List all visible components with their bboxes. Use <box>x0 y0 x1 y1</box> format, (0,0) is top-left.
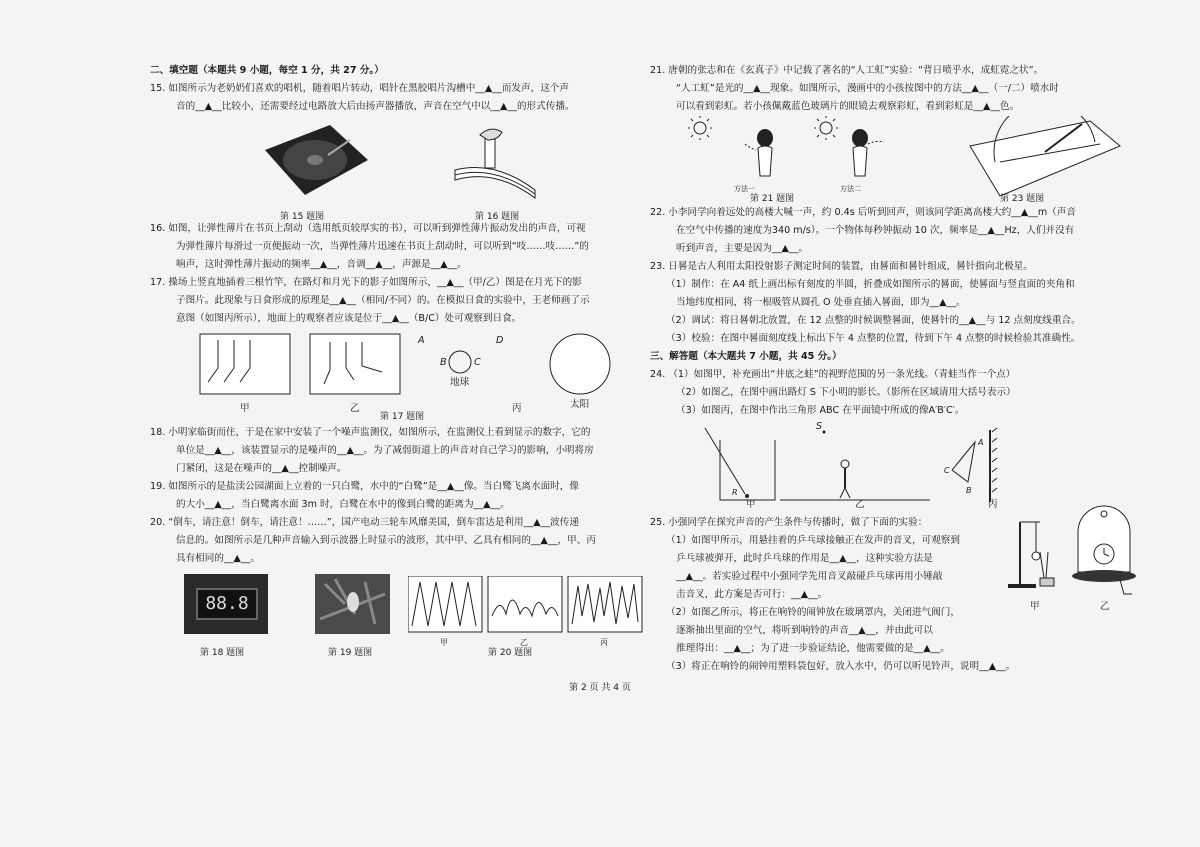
fig24-label-bing: 丙 <box>988 499 998 510</box>
noise-display-digits: 88.8 <box>196 588 258 620</box>
q20-line1: 20. “倒车，请注意！倒车，请注意！……”，国产电动三轮车风靡美国，倒车雷达是利用__▲__波传递 <box>150 517 579 528</box>
oscilloscope-waves-figure <box>408 576 644 636</box>
fig17-label-bing: 丙 <box>512 403 522 414</box>
q25-line1: 25. 小强同学在探究声音的产生条件与传播时，做了下面的实验： <box>650 517 928 528</box>
q19-line1: 19. 如图所示的是盐渎公园湖面上立着的一只白鹭，水中的“白鹭”是__▲__像。当白鹭飞离水面时，像 <box>150 481 579 492</box>
fig17-label-yi: 乙 <box>350 403 360 414</box>
q22-line1: 22. 小李同学向着远处的高楼大喊一声，约 0.4s 后听到回声，则该同学距离高楼大约__▲__m（声音 <box>650 207 1076 218</box>
fig24-label-jia: 甲 <box>746 499 756 510</box>
fig24-label-S: S <box>816 421 823 432</box>
fig17-label-A: A <box>418 335 425 346</box>
q25-line2: （1）如图甲所示，用悬挂着的乒乓球接触正在发声的音叉，可观察到 <box>666 535 960 546</box>
q16-line3: 响声，这时弹性薄片振动的频率__▲__，音调__▲__，声源是__▲__。 <box>176 259 467 270</box>
q20-line2: 信息的。如图所示是几种声音输入到示波器上时显示的波形，其中甲、乙具有相同的__▲__，甲、丙 <box>176 535 596 546</box>
book-flipping-figure <box>450 120 540 200</box>
q25-body <box>650 532 1150 676</box>
noise-monitor-figure <box>184 574 268 634</box>
q18-line1: 18. 小明家临街而住，于是在家中安装了一个噪声监测仪，如图所示，在监测仪上看到显示的数字，它的 <box>150 427 591 438</box>
q18-line2: 单位是__▲__，该装置显示的是噪声的__▲__。为了减弱街道上的声音对自己学习的影响，小明将房 <box>176 445 594 456</box>
fig25-label-yi: 乙 <box>1100 601 1110 612</box>
caption-fig16: 第 16 题图 <box>475 212 520 222</box>
figures-18-19-20 <box>150 568 638 660</box>
page-footer: 第 2 页 共 4 页 <box>569 683 631 693</box>
q24-line2: （2）如图乙，在图中画出路灯 S 下小明的影长。（影所在区域请用大括号表示） <box>676 387 1016 398</box>
caption-fig21: 第 21 题图 <box>750 194 795 204</box>
wave-label-jia: 甲 <box>440 638 448 647</box>
figures-15-16 <box>150 120 638 220</box>
egret-photo-figure <box>315 574 390 634</box>
fig17-label-D: D <box>496 335 504 346</box>
caption-fig15: 第 15 题图 <box>280 212 325 222</box>
q24-line3: （3）如图丙，在图中作出三角形 ABC 在平面镜中所成的像A′B′C′。 <box>676 405 965 416</box>
left-column <box>150 62 638 660</box>
fig24-label-C: C <box>944 466 950 475</box>
q17-line3: 意图（如图丙所示），地面上的观察者应该是位于__▲__（B/C）处可观察到日食。 <box>176 313 522 324</box>
q25-line5: 击音叉，此方案是否可行：__▲__。 <box>676 589 828 600</box>
q22-line3: 听到声音，主要是因为__▲__。 <box>676 243 809 254</box>
section-answer-heading: 三、解答题（本大题共 7 小题，共 45 分。） <box>650 351 842 362</box>
figure-24 <box>650 420 1150 514</box>
fig24-label-R: R <box>732 488 738 497</box>
q25-line7: 逐渐抽出里面的空气，将听到响铃的声音__▲__，并由此可以 <box>676 625 933 636</box>
right-column <box>650 62 1150 676</box>
q17-line2: 子图片。此现象与日食形成的原理是__▲__（相同/不同）的。在模拟日食的实验中，王老师画了示 <box>176 295 590 306</box>
figure-25 <box>1000 502 1150 622</box>
caption-fig18: 第 18 题图 <box>200 648 245 658</box>
fig17-label-C: C <box>474 357 481 368</box>
caption-fig17: 第 17 题图 <box>380 412 425 422</box>
figures-21-23 <box>650 116 1150 204</box>
q21-line3: 可以看到彩虹。若小孩佩戴蓝色玻璃片的眼镜去观察彩虹，看到彩虹是__▲__色。 <box>676 101 1020 112</box>
q24-line1: 24. （1）如图甲，补充画出“井底之蛙”的视野范围的另一条光线。（青蛙当作一个点） <box>650 369 1016 380</box>
q20-line3: 具有相同的__▲__。 <box>176 553 261 564</box>
fig25-label-jia: 甲 <box>1030 601 1040 612</box>
wave-label-bing: 丙 <box>600 638 608 647</box>
q17-line1: 17. 操场上竖直地插着三根竹竿，在路灯和月光下的影子如图所示，__▲__（甲/乙）图是在月光下的影 <box>150 277 582 288</box>
q23-line2: （1）制作：在 A4 纸上画出标有刻度的半圆，折叠成如图所示的晷面，使晷面与竖直面的夹角和 <box>666 279 1075 290</box>
wave-label-yi: 乙 <box>520 638 528 647</box>
q25-line8: 推理得出：__▲__；为了进一步验证结论，他需要做的是__▲__。 <box>676 643 950 654</box>
section-fill-in-heading: 二、填空题（本题共 9 小题，每空 1 分，共 27 分。） <box>150 65 384 76</box>
q25-line9: （3）将正在响铃的闹钟用塑料袋包好，放入水中，仍可以听见铃声，说明__▲__。 <box>666 661 1016 672</box>
fig21-method2-label: 方法二 <box>840 185 861 193</box>
q23-line4: （2）调试：将日晷朝北放置，在 12 点整的时候调整晷面，使晷针的__▲__与 12 点刻度线重合。 <box>666 315 1081 326</box>
caption-fig23: 第 23 题图 <box>1000 194 1045 204</box>
q25-line4: __▲__。若实验过程中小强同学先用音叉敲碰乒乓球再用小锤敲 <box>676 571 943 582</box>
q22-line2: 在空气中传播的速度为340 m/s）。一个物体每秒钟振动 10 次，频率是__▲__Hz，人们并没有 <box>676 225 1075 236</box>
q23-line1: 23. 日晷是古人利用太阳投射影子测定时间的装置，由晷面和晷针组成，晷针指向北极星。 <box>650 261 1033 272</box>
q15-line2: 音的__▲__比较小，还需要经过电路放大后由扬声器播放，声音在空气中以__▲__的形式传播。 <box>176 101 575 112</box>
q15-line1: 15. 如图所示为老奶奶们喜欢的唱机，随着唱片转动，唱针在黑胶唱片沟槽中__▲__而发声，这个声 <box>150 83 570 94</box>
q21-line2: “人工虹”是光的__▲__现象。如图所示，漫画中的小孩按图中的方法__▲__（一/二）喷水时 <box>676 83 1059 94</box>
q16-line1: 16. 如图，让弹性薄片在书页上刮动（选用纸页较厚实的书），可以听到弹性薄片振动发出的声音，可视 <box>150 223 586 234</box>
record-player-figure <box>260 120 370 200</box>
fig24-label-yi: 乙 <box>855 499 865 510</box>
q25-line6: （2）如图乙所示，将正在响铃的闹钟放在玻璃罩内，关闭进气阀门， <box>666 607 960 618</box>
q16-line2: 为弹性薄片每滑过一页便振动一次，当弹性薄片迅速在书页上刮动时，可以听到“吱……吱……”的 <box>176 241 589 252</box>
q19-line2: 的大小__▲__，当白鹭离水面 3m 时，白鹭在水中的像到白鹭的距离为__▲__。 <box>176 499 510 510</box>
q21-line1: 21. 唐朝的张志和在《玄真子》中记载了著名的“人工虹”实验：“背日喷乎水，成虹霓之状”。 <box>650 65 1044 76</box>
fig17-label-B: B <box>440 357 447 368</box>
caption-fig20: 第 20 题图 <box>488 648 533 658</box>
figure-17 <box>150 328 638 424</box>
caption-fig19: 第 19 题图 <box>328 648 373 658</box>
fig17-label-sun: 太阳 <box>570 399 590 410</box>
fig17-label-jia: 甲 <box>240 403 250 414</box>
q18-line3: 门紧闭，这是在噪声的__▲__控制噪声。 <box>176 463 347 474</box>
q25-line3: 乒乓球被弹开，此时乒乓球的作用是__▲__，这种实验方法是 <box>676 553 933 564</box>
q23-line3: 当地纬度相同，将一根吸管从圆孔 O 处垂直插入晷面，即为__▲__。 <box>676 297 966 308</box>
q23-line5: （3）校验：在图中晷面刻度线上标出下午 4 点整的位置，待到下午 4 点整的时候检验其准确性。 <box>666 333 1081 344</box>
fig24-label-B: B <box>966 486 972 495</box>
fig24-label-A: A <box>978 438 984 447</box>
fig21-method1-label: 方法一 <box>734 185 755 193</box>
fig17-label-earth: 地球 <box>450 377 470 388</box>
